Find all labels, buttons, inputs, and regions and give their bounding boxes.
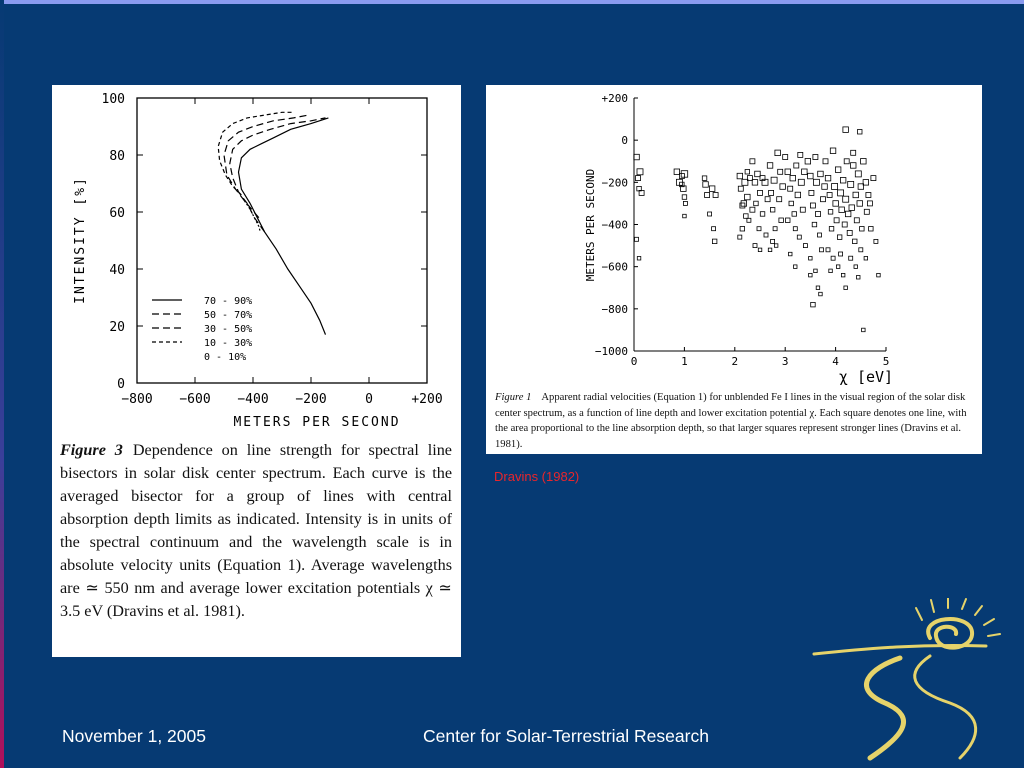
data-point [788,186,793,191]
data-point [843,127,849,132]
x-tick-label: 2 [731,355,739,368]
data-point [855,171,861,177]
data-point [758,248,762,252]
data-point [851,150,856,155]
data-point [794,265,798,269]
data-point [862,328,866,332]
figure-1-caption [495,390,977,452]
data-point [848,181,854,187]
data-point [712,239,717,244]
x-tick-label: −800 [121,392,153,407]
legend-label: 50 - 70% [204,310,253,321]
data-point [821,197,826,202]
x-tick-label: 5 [882,355,890,368]
data-point [798,179,804,185]
data-point [857,276,861,280]
data-point [709,186,715,192]
legend-label: 70 - 90% [204,296,253,307]
top-accent-bar [0,0,1024,4]
data-point [843,196,849,202]
plot-frame [137,98,427,383]
data-point [836,265,840,269]
x-tick-label: 1 [681,355,688,368]
data-point [831,256,835,260]
data-point [812,222,817,227]
sun-spiral-road-logo-icon [810,598,1010,768]
data-point [785,169,791,175]
data-point [765,197,770,202]
y-axis-label: INTENSITY [%] [73,176,88,304]
data-point [874,239,878,243]
data-point [790,175,796,181]
data-point [637,257,641,261]
y-tick-label: 20 [109,320,125,335]
data-point [830,148,836,154]
data-point [769,190,774,195]
figure-3-caption [60,439,452,623]
data-point [849,256,853,260]
y-tick-label: −600 [601,260,628,274]
data-point [637,169,643,175]
data-point [832,184,838,190]
data-point [758,190,763,195]
figure-1-caption-text: Apparent radial velocities (Equation 1) for unblended Fe I lines in the visual region of the solar disk center spectrum, as a function of line depth and lower excitation potential χ. Each square denotes one line, with the area proportional to the line absorption depth, so that larger squares represent stronger lines (Dravins et al. 1981). [495,392,967,450]
data-point [813,155,818,160]
data-point [833,201,839,207]
data-point [755,171,761,177]
data-point [744,214,749,219]
data-point [794,163,799,168]
data-point [768,248,772,252]
data-point [683,214,687,218]
y-tick-label: 0 [117,377,125,392]
data-point [738,186,743,191]
data-point [867,201,872,206]
data-point [636,176,641,181]
velocity-scatter-chart [486,85,982,390]
data-point [737,173,743,179]
data-point [713,193,718,198]
data-point [792,212,797,217]
data-point [816,286,820,290]
data-point [810,203,815,208]
data-point [869,227,874,232]
data-point [816,212,821,217]
y-tick-label: −800 [601,302,628,316]
data-point [853,192,859,198]
y-tick-label: 60 [109,206,125,221]
data-point [778,169,783,174]
data-point [809,273,813,277]
data-point [760,176,765,181]
data-point [858,130,863,135]
data-point [775,150,781,156]
data-point [864,257,868,261]
bisector-line-chart [52,85,461,439]
data-point [871,176,876,181]
data-point [808,173,814,179]
data-point [859,248,863,252]
y-tick-label: 80 [109,149,125,164]
data-point [847,230,852,235]
left-accent-bar [0,0,4,768]
figure-1-panel [486,85,982,454]
y-tick-label: −1000 [594,345,628,358]
y-axis-label: METERS PER SECOND [584,168,597,282]
data-point [780,184,786,190]
data-point [841,273,845,277]
data-point [757,227,761,231]
data-point [764,233,768,237]
data-point [864,209,869,214]
data-point [738,235,742,239]
x-tick-label: 0 [630,355,638,368]
data-point [829,227,834,232]
data-point [674,169,680,175]
legend-label: 0 - 10% [204,352,247,363]
data-point [845,211,851,217]
data-point [840,178,846,184]
x-tick-label: 0 [365,392,373,407]
data-point [844,286,848,290]
data-point [866,193,871,198]
data-point [793,227,797,231]
data-point [811,302,816,307]
data-point [809,257,813,261]
data-point [838,190,844,196]
data-point [752,180,758,186]
data-point [703,182,709,188]
data-point [741,201,747,207]
y-tick-label: 0 [621,134,628,148]
data-point [683,201,687,205]
data-point [814,269,818,273]
figure-3-caption-text: Dependence on line strength for spectral line bisectors in solar disk center spectrum. Each curve is the averaged bisector for a group of lines with central absorption depth limits as indicated. Intensity is in units of the spectral continuum and the wavelength scale is in absolute velocity units (Equation 1). Average wavelengths are ≃ 550 nm and average lower excitation potentials χ ≃ 3.5 eV (Dravins et al. 1981). [60,441,452,620]
x-axis-label: METERS PER SECOND [233,415,401,430]
x-tick-label: 4 [832,355,839,368]
data-point [745,194,751,200]
data-point [853,239,858,244]
data-point [771,177,777,183]
footer-date: November 1, 2005 [62,726,206,746]
data-point [839,252,843,256]
data-point [819,292,823,296]
data-point [854,218,859,223]
data-point [750,207,755,212]
figure-1-label: Figure 1 [495,392,532,403]
x-tick-label: 3 [781,355,789,368]
y-tick-label: 100 [101,92,125,107]
x-tick-label: −200 [295,392,327,407]
data-point [789,252,793,256]
data-point [827,193,832,198]
data-point [754,201,759,206]
data-point [820,248,824,252]
legend-label: 30 - 50% [204,324,253,335]
data-point [813,179,819,185]
legend-label: 10 - 30% [204,338,253,349]
data-point [877,273,881,277]
data-point [857,201,863,207]
data-point [745,170,750,175]
figure-3-label: Figure 3 [60,441,123,459]
data-point [860,227,865,232]
data-point [861,159,867,165]
y-tick-label: +200 [601,92,628,105]
data-point [854,265,858,269]
data-point [702,176,707,181]
data-point [777,197,782,202]
data-point [839,207,845,213]
data-point [708,212,712,216]
data-point [682,195,687,200]
footer-organization: Center for Solar-Terrestrial Research [423,726,709,746]
data-point [770,208,775,213]
data-point [635,237,639,241]
data-point [818,233,822,237]
data-point [740,203,745,208]
data-point [771,239,775,243]
data-point [823,159,828,164]
data-point [679,174,684,179]
data-point [800,207,805,212]
data-point [842,222,847,227]
data-point [835,167,841,173]
data-point [750,159,755,164]
data-point [797,235,801,239]
data-point [803,244,807,248]
data-point [809,190,814,195]
series-line [218,112,293,195]
x-tick-label: −600 [179,392,211,407]
data-point [767,163,773,169]
data-point [740,227,745,232]
data-point [818,171,824,177]
figure-3-panel [52,85,461,657]
series-line [230,118,326,232]
data-point [798,152,803,157]
data-point [786,218,791,223]
data-point [795,192,801,198]
y-tick-label: −200 [601,176,628,190]
data-point [774,244,778,248]
data-point [849,205,855,211]
data-point [805,159,811,165]
data-point [712,227,716,231]
x-axis-label: χ [eV] [838,368,894,386]
data-point [634,154,640,160]
data-point [834,218,839,223]
y-tick-label: −400 [601,218,628,232]
data-point [705,193,710,198]
data-point [783,155,788,160]
data-point [802,169,808,175]
data-point [826,248,830,252]
data-point [747,218,751,222]
data-point [829,269,833,273]
x-tick-label: +200 [411,392,443,407]
data-point [822,184,828,190]
series-line [224,115,308,218]
data-point [851,163,857,169]
data-point [760,212,765,217]
data-point [837,235,842,240]
data-point [789,201,794,206]
data-point [753,244,757,248]
y-tick-label: 40 [109,263,125,278]
x-tick-label: −400 [237,392,269,407]
data-point [773,227,777,231]
source-credit: Dravins (1982) [494,469,580,484]
data-point [828,210,833,215]
data-point [844,159,849,164]
data-point [779,218,784,223]
data-point [825,175,831,181]
